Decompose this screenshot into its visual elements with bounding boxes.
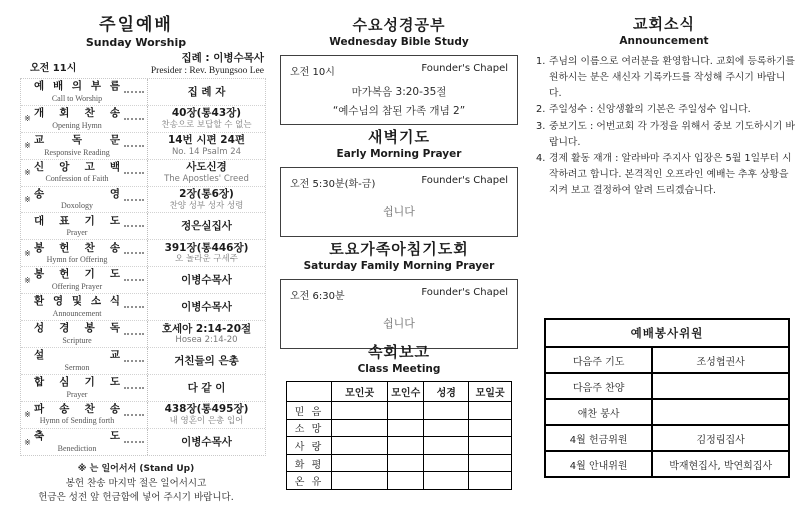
order-item-english: Announcement bbox=[52, 308, 102, 318]
saturday-prayer-section bbox=[280, 238, 518, 349]
committee-row bbox=[545, 347, 789, 373]
order-item-english: Doxology bbox=[61, 201, 93, 211]
stand-up-legend: ※ 는 일어서서 (Stand Up) bbox=[77, 464, 195, 475]
committee-role: 4월 안내위원 bbox=[545, 451, 652, 477]
announcement-item bbox=[536, 151, 796, 199]
empty-cell bbox=[332, 472, 388, 490]
dotted-leader bbox=[124, 414, 144, 416]
order-item-value: 집 례 자 bbox=[187, 85, 226, 98]
section-title-korean: 새벽기도 bbox=[368, 128, 430, 146]
worship-order-row bbox=[21, 79, 265, 106]
meeting-place: Founder's Chapel bbox=[421, 175, 508, 186]
order-item-value: 호세아 2:14-20절 bbox=[161, 322, 252, 335]
section-title-korean: 교회소식 bbox=[633, 15, 695, 33]
stand-mark: ※ bbox=[24, 437, 31, 447]
empty-cell bbox=[332, 437, 388, 455]
empty-cell bbox=[469, 437, 512, 455]
order-item-value: 거친들의 은총 bbox=[174, 354, 239, 367]
section-title-korean: 토요가족아침기도회 bbox=[329, 240, 469, 258]
order-item-korean: 합 심 기 도 bbox=[34, 375, 120, 388]
class-name: 온 유 bbox=[287, 472, 332, 490]
class-row bbox=[287, 419, 512, 437]
bible-passage: 마가복음 3:20-35절 bbox=[351, 86, 447, 98]
dotted-leader bbox=[124, 252, 144, 254]
committee-row bbox=[545, 373, 789, 399]
meeting-time: 오전 6:30분 bbox=[290, 291, 345, 302]
saturday-prayer-box bbox=[280, 279, 518, 349]
order-item-korean: 축 도 bbox=[34, 430, 120, 443]
order-item-value: 정은실집사 bbox=[181, 220, 232, 233]
dotted-leader bbox=[124, 199, 144, 201]
midweek-column bbox=[278, 0, 524, 489]
worship-order-row bbox=[21, 321, 265, 348]
worship-order-row bbox=[21, 429, 265, 456]
order-item-value: 다 같 이 bbox=[187, 381, 226, 394]
class-name: 화 평 bbox=[287, 454, 332, 472]
stand-mark: ※ bbox=[24, 114, 31, 124]
committee-row bbox=[545, 399, 789, 425]
early-morning-prayer-section bbox=[280, 126, 518, 237]
order-item-korean: 개 회 찬 송 bbox=[34, 107, 120, 120]
stand-mark: ※ bbox=[24, 195, 31, 204]
announcement-item bbox=[536, 119, 796, 151]
worship-order-row bbox=[21, 160, 265, 187]
announcements-header bbox=[528, 13, 800, 47]
column-header: 모인수 bbox=[388, 382, 424, 402]
empty-cell bbox=[388, 437, 424, 455]
footer-instruction-2: 헌금은 성전 앞 헌금함에 넣어 주시기 바랍니다. bbox=[38, 492, 234, 504]
column-header: 성경 bbox=[424, 382, 469, 402]
class-row bbox=[287, 437, 512, 455]
order-item-korean: 설 교 bbox=[34, 349, 120, 362]
order-item-value: 이병수목사 bbox=[181, 301, 232, 314]
empty-cell bbox=[424, 454, 469, 472]
order-item-value: 이병수목사 bbox=[181, 274, 232, 287]
worship-order-row bbox=[21, 106, 265, 133]
worship-order-row bbox=[21, 402, 265, 429]
committee-person: 박재현집사, 박연희집사 bbox=[652, 451, 789, 477]
order-item-note: 오 놀라운 구세주 bbox=[175, 254, 238, 265]
meeting-status: 쉽니다 bbox=[383, 317, 415, 330]
worship-footer-note bbox=[0, 463, 272, 505]
order-item-english: Hymn for Offering bbox=[46, 255, 108, 265]
section-title-korean: 속회보고 bbox=[368, 343, 430, 361]
dotted-leader bbox=[124, 306, 144, 308]
dotted-leader bbox=[124, 387, 144, 389]
committee-person bbox=[652, 399, 789, 425]
service-committee-section bbox=[544, 318, 790, 478]
empty-cell bbox=[332, 419, 388, 437]
item-text: 경제 활동 재개 : 알라바마 주지사 입장은 5월 1일부터 시작하려고 합니다. 본격적인 오프라인 예배는 추후 상황을 지켜 보고 결정하여 알려 드리겠습니다. bbox=[549, 152, 792, 197]
order-item-value: 2장(통6장) bbox=[179, 188, 234, 201]
item-number: 1. bbox=[536, 56, 546, 67]
meeting-time: 오전 5:30분(화-금) bbox=[290, 179, 376, 190]
order-item-english: Benediction bbox=[57, 443, 97, 453]
order-item-english: Call to Worship bbox=[51, 93, 103, 103]
order-item-korean: 파 송 찬 송 bbox=[34, 402, 120, 415]
class-row bbox=[287, 472, 512, 490]
empty-cell bbox=[424, 472, 469, 490]
order-item-note: 찬양 성부 성자 성령 bbox=[169, 200, 244, 211]
empty-cell bbox=[469, 454, 512, 472]
worship-order-row bbox=[21, 133, 265, 160]
empty-cell bbox=[388, 419, 424, 437]
meeting-place: Founder's Chapel bbox=[421, 63, 508, 74]
empty-cell bbox=[332, 454, 388, 472]
worship-order-row bbox=[21, 294, 265, 321]
bible-study-box bbox=[280, 55, 518, 125]
order-item-english: Prayer bbox=[66, 228, 88, 238]
worship-order-table bbox=[20, 78, 266, 456]
class-name: 사 랑 bbox=[287, 437, 332, 455]
empty-cell bbox=[424, 437, 469, 455]
order-item-korean: 예 배 의 부 름 bbox=[34, 80, 120, 93]
class-meeting-section bbox=[280, 341, 518, 490]
committee-role: 다음주 기도 bbox=[545, 347, 652, 373]
order-item-english: Offering Prayer bbox=[51, 281, 103, 291]
early-prayer-box bbox=[280, 167, 518, 237]
presider-english: Presider : Rev. Byungsoo Lee bbox=[150, 66, 264, 76]
worship-order-row bbox=[21, 240, 265, 267]
empty-cell bbox=[469, 419, 512, 437]
stand-mark: ※ bbox=[24, 410, 31, 420]
order-item-value: 14번 시편 24편 bbox=[167, 134, 246, 147]
class-name: 소 망 bbox=[287, 419, 332, 437]
committee-role: 애찬 봉사 bbox=[545, 399, 652, 425]
order-item-english: Sermon bbox=[64, 362, 90, 372]
order-item-value: 이병수목사 bbox=[181, 435, 232, 448]
dotted-leader bbox=[124, 172, 144, 174]
empty-cell bbox=[388, 454, 424, 472]
committee-row bbox=[545, 425, 789, 451]
section-title-korean: 수요성경공부 bbox=[352, 16, 446, 34]
bible-study-topic: “예수님의 참된 가족 개념 2” bbox=[332, 105, 466, 117]
order-item-value: 391장(통446장) bbox=[164, 241, 249, 254]
worship-order-row bbox=[21, 267, 265, 294]
meeting-status: 쉽니다 bbox=[383, 205, 415, 218]
dotted-leader bbox=[124, 145, 144, 147]
order-item-english: Responsive Reading bbox=[44, 147, 110, 157]
column-header: 모인곳 bbox=[332, 382, 388, 402]
empty-cell bbox=[332, 402, 388, 420]
committee-role: 4월 헌금위원 bbox=[545, 425, 652, 451]
order-item-english: Scripture bbox=[62, 335, 92, 345]
committee-table-title: 예배봉사위원 bbox=[545, 319, 789, 347]
order-item-note: Hosea 2:14-20 bbox=[175, 335, 238, 346]
worship-meta bbox=[30, 50, 264, 76]
empty-cell bbox=[424, 419, 469, 437]
announcement-list bbox=[536, 54, 796, 199]
order-item-korean: 봉 헌 찬 송 bbox=[34, 241, 120, 254]
worship-order-row bbox=[21, 187, 265, 214]
order-item-value: 40장(통43장) bbox=[171, 107, 242, 120]
order-item-note: No. 14 Psalm 24 bbox=[171, 146, 242, 157]
section-title-english: Class Meeting bbox=[357, 363, 441, 375]
order-item-korean: 송 영 bbox=[34, 187, 120, 200]
order-item-korean: 교 독 문 bbox=[34, 133, 120, 146]
item-number: 2. bbox=[536, 104, 546, 116]
meeting-place: Founder's Chapel bbox=[421, 287, 508, 298]
stand-mark: ※ bbox=[24, 168, 31, 178]
class-row bbox=[287, 454, 512, 472]
service-committee-table bbox=[544, 318, 790, 478]
dotted-leader bbox=[124, 279, 144, 281]
empty-cell bbox=[388, 472, 424, 490]
announcement-item bbox=[536, 102, 796, 118]
empty-cell bbox=[469, 402, 512, 420]
empty-cell bbox=[469, 472, 512, 490]
item-number: 4. bbox=[536, 152, 546, 164]
sunday-worship-section bbox=[0, 0, 272, 504]
meeting-time: 오전 10시 bbox=[290, 67, 335, 78]
order-item-note: 내 영혼이 은총 입어 bbox=[169, 415, 244, 426]
item-text: 주님의 이름으로 여러분을 환영합니다. 교회에 등록하기를 원하시는 분은 새신자 기록카드를 작성해 주시기 바랍니다. bbox=[549, 56, 795, 100]
dotted-leader bbox=[124, 333, 144, 335]
worship-order-row bbox=[21, 213, 265, 240]
order-item-korean: 봉 헌 기 도 bbox=[34, 268, 120, 281]
section-title-english: Wednesday Bible Study bbox=[329, 36, 469, 48]
dotted-leader bbox=[124, 91, 144, 93]
announcement-item bbox=[536, 54, 796, 102]
presider-korean: 집례 : 이병수목사 bbox=[181, 52, 264, 64]
item-text: 중보기도 : 어번교회 각 가정을 위해서 중보 기도하시기 바랍니다. bbox=[549, 120, 795, 148]
committee-person: 조성협권사 bbox=[652, 347, 789, 373]
worship-time: 오전 11시 bbox=[30, 63, 77, 74]
committee-person: 김정림집사 bbox=[652, 425, 789, 451]
committee-person bbox=[652, 373, 789, 399]
order-item-korean: 신 앙 고 백 bbox=[34, 160, 120, 173]
class-name: 믿 음 bbox=[287, 402, 332, 420]
order-item-english: Opening Hymn bbox=[52, 120, 102, 130]
order-item-value: 438장(통495장) bbox=[164, 403, 249, 416]
order-item-english: Hymn of Sending forth bbox=[39, 416, 115, 426]
stand-mark: ※ bbox=[24, 141, 31, 151]
dotted-leader bbox=[124, 441, 144, 443]
announcements-column bbox=[528, 0, 800, 485]
order-item-korean: 성 경 봉 독 bbox=[34, 322, 120, 335]
worship-order-row bbox=[21, 375, 265, 402]
item-text: 주일성수 : 신앙생활의 기본은 주일성수 입니다. bbox=[549, 104, 751, 116]
worship-title-english: Sunday Worship bbox=[85, 36, 187, 49]
committee-role: 다음주 찬양 bbox=[545, 373, 652, 399]
class-meeting-table bbox=[286, 381, 512, 490]
order-item-note: 찬송으로 보답할 수 없는 bbox=[161, 119, 252, 130]
class-meeting-header-row bbox=[287, 382, 512, 402]
dotted-leader bbox=[124, 360, 144, 362]
section-title-english: Announcement bbox=[619, 35, 709, 47]
empty-cell bbox=[388, 402, 424, 420]
order-item-korean: 대 표 기 도 bbox=[34, 214, 120, 227]
order-item-value: 사도신경 bbox=[186, 161, 227, 174]
item-number: 3. bbox=[536, 120, 546, 132]
footer-instruction-1: 봉헌 찬송 마지막 절은 일어서시고 bbox=[65, 477, 207, 489]
order-item-english: Confession of Faith bbox=[45, 174, 109, 184]
section-title-english: Saturday Family Morning Prayer bbox=[303, 260, 495, 272]
corner-cell bbox=[287, 382, 332, 402]
wednesday-bible-study-section bbox=[280, 14, 518, 125]
presider-block bbox=[151, 50, 264, 76]
order-item-english: Prayer bbox=[66, 389, 88, 399]
worship-order-row bbox=[21, 348, 265, 375]
stand-mark: ※ bbox=[24, 248, 31, 258]
worship-title-korean: 주일예배 bbox=[99, 15, 173, 35]
section-title-english: Early Morning Prayer bbox=[336, 148, 462, 160]
dotted-leader bbox=[124, 118, 144, 120]
dotted-leader bbox=[124, 225, 144, 227]
class-row bbox=[287, 402, 512, 420]
order-item-korean: 환 영 및 소 식 bbox=[34, 295, 120, 308]
stand-mark: ※ bbox=[24, 275, 31, 285]
empty-cell bbox=[424, 402, 469, 420]
committee-row bbox=[545, 451, 789, 477]
order-item-note: The Apostles' Creed bbox=[164, 173, 249, 184]
column-header: 모일곳 bbox=[469, 382, 512, 402]
